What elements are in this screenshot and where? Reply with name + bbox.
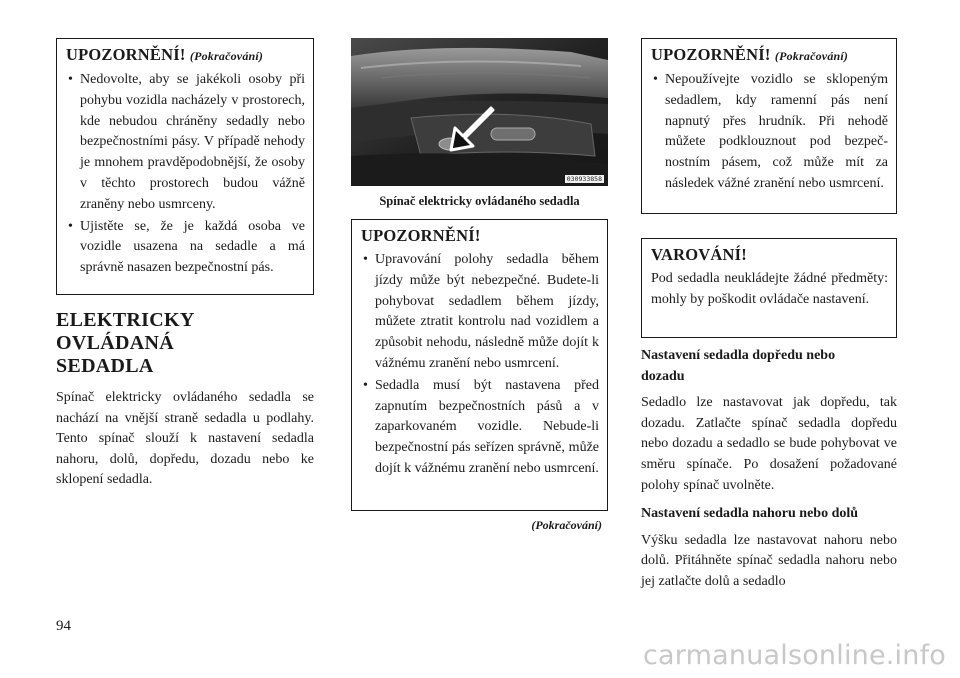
seat-switch-photo	[351, 38, 608, 186]
continued-footer: (Pokračování)	[531, 518, 602, 532]
bullet: •	[363, 252, 368, 267]
right-column	[641, 38, 897, 601]
warning-item-text: Upravování polohy sedadla během jízdy může být nebezpečné. Budete-li pohybovat sedadlem během jízdy, můžete ztratit kontrolu nad vozidlem a způsobit nehodu, následně může dojít k vážnému zranění nebo usmrcení.	[375, 252, 599, 371]
warning-item	[361, 250, 599, 375]
section-body: Spínač elektricky ovládaného sedadla se nachází na vnější straně sedadla u podlahy. Tento spínač slouží k nastavení sedadla nahoru, dolů, dopředu, dozadu nebo ke sklopení sedadla.	[56, 390, 314, 488]
warning-list	[66, 70, 305, 279]
warning-title: UPOZORNĚNÍ!	[361, 226, 481, 245]
warning-item-text: Nedovolte, aby se jakékoli osoby při pohybu vozidla nacházely v prostorech, kde nebudou chráněny sedadly nebo bezpečnostními pásy. V případě nehody je mnohem pravděpodobnější, že osoby v těchto prostorech budou vážně zraněny nebo usmrceny.	[80, 72, 305, 212]
figure-code: 030933858	[566, 175, 602, 183]
bullet: •	[363, 377, 368, 393]
warning-item	[66, 70, 305, 216]
caution-text: Pod sedadla neukládejte žádné předměty: mohly by poškodit ovládače nastavení.	[651, 271, 888, 307]
section-title-line: ELEKTRICKY OVLÁDANÁ	[56, 309, 194, 354]
left-column	[56, 38, 314, 499]
warning-item	[66, 217, 305, 279]
figure-caption: Spínač elektricky ovládaného sedadla	[379, 194, 580, 208]
section-title	[56, 309, 314, 378]
body-up-down: Výšku sedadla lze nastavovat nahoru nebo dolů. Přitáhněte spínač sedadla nahoru nebo jej zatlačte dolů a sedadlo	[641, 532, 897, 589]
watermark: carmanualsonline.info	[643, 640, 946, 671]
subheading-forward-backward	[641, 346, 897, 387]
warning-box-continued	[641, 38, 897, 214]
continued-label: (Pokračování)	[774, 49, 849, 63]
warning-list	[651, 70, 888, 195]
section-title-line: SEDADLA	[56, 355, 154, 377]
warning-title-text: UPOZORNĚNÍ!	[66, 45, 186, 64]
warning-box-continued	[56, 38, 314, 295]
continued-label: (Pokračování)	[189, 49, 264, 63]
warning-list	[361, 250, 599, 480]
bullet: •	[653, 72, 658, 87]
seat-switch-illustration	[351, 38, 608, 186]
body-forward-backward: Sedadlo lze nastavovat jak dopředu, tak dozadu. Zatlačte spínač sedadla dopředu nebo dozadu a sedadlo se bude pohybovat ve směru spínače. Po dosažení požadované polohy spínač uvolněte.	[641, 395, 897, 493]
caution-title: VAROVÁNÍ!	[651, 245, 747, 264]
subheading-line: dozadu	[641, 368, 685, 384]
bullet: •	[68, 72, 73, 87]
warning-title	[66, 45, 305, 66]
warning-box	[351, 219, 608, 511]
caution-box	[641, 238, 897, 338]
warning-item-text: Nepoužívejte vozidlo se sklopeným sedadlem, kdy ramenní pás není napnutý přes hrudník. Při nehodě můžete podklouznout pod bezpečnostním pásem, což může mít za následek vážné zranění nebo usmrcení.	[665, 72, 888, 191]
warning-item	[361, 376, 599, 480]
warning-title	[651, 45, 888, 66]
bullet: •	[68, 218, 73, 234]
warning-title-text: UPOZORNĚNÍ!	[651, 45, 771, 64]
middle-column	[351, 38, 608, 533]
warning-item-text: Sedadla musí být nastavena před zapnutím bezpečnostních pásů a v zaparkovaném vozidle. Nebude-li bezpečnostní pás seřízen správně, může dojít k vážnému zranění nebo usmrcení.	[375, 377, 599, 476]
subheading-line: Nastavení sedadla dopředu nebo	[641, 348, 836, 363]
subheading-up-down: Nastavení sedadla nahoru nebo dolů	[641, 506, 859, 522]
page-number: 94	[56, 618, 71, 634]
warning-item-text: Ujistěte se, že je každá osoba ve vozidle usazena na sedadle a má správně nasazen bezpečnostní pás.	[80, 218, 305, 276]
warning-item	[651, 70, 888, 195]
